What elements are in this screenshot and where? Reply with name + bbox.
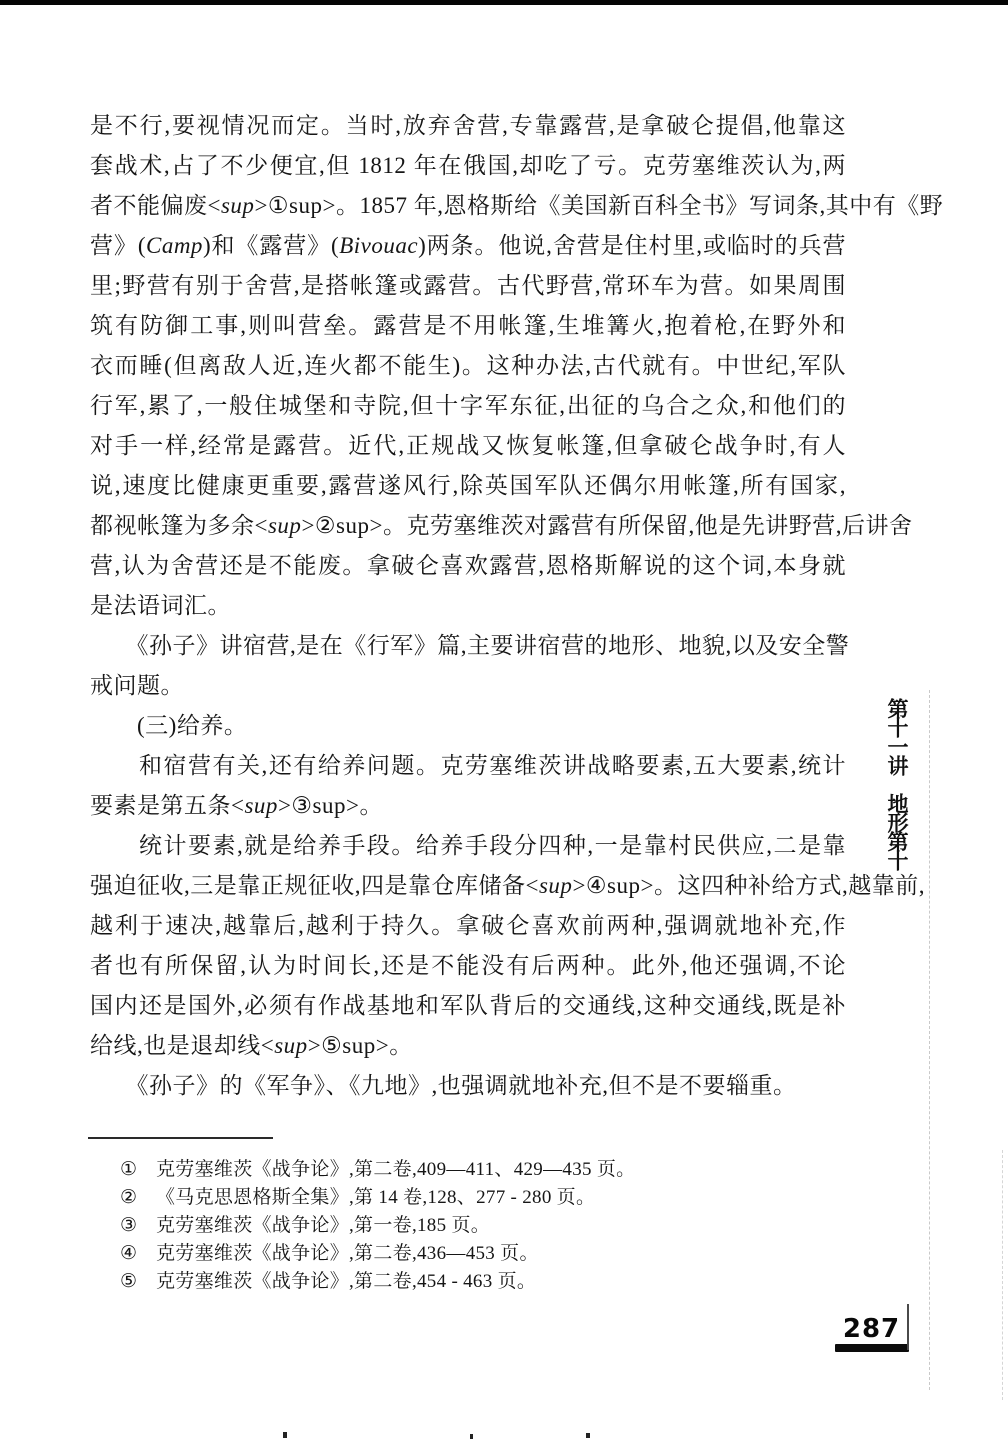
body-text-line: 统计要素,就是给养手段。给养手段分四种,一是靠村民供应,二是靠 [90,833,846,858]
body-text-line: 说,速度比健康更重要,露营遂风行,除英国军队还偶尔用帐篷,所有国家, [90,473,846,498]
footnote-marker: ③ [120,1215,138,1236]
footnote-item [120,1212,820,1240]
chapter-margin-title: 第十一讲 地形第十 [885,698,909,869]
body-text-line: 《孙子》讲宿营,是在《行军》篇,主要讲宿营的地形、地貌,以及安全警 [90,633,850,658]
body-text-line: 衣而睡(但离敌人近,连火都不能生)。这种办法,古代就有。中世纪,军队 [90,353,846,378]
body-text-line: 要素是第五条<sup>③sup>。 [90,793,383,818]
footnote-text: 克劳塞维茨《战争论》,第一卷,185 页。 [156,1215,491,1236]
body-text-line: 越利于速决,越靠后,越利于持久。拿破仑喜欢前两种,强调就地补充,作 [90,913,846,938]
body-text-line: (三)给养。 [90,713,248,738]
scan-artifact [907,1304,909,1350]
page-number: 287 [842,1314,901,1344]
body-text-line: 是法语词汇。 [90,593,231,618]
scan-artifact [470,1434,473,1439]
footnotes [120,1156,820,1296]
scan-artifact [283,1432,287,1438]
body-text-line: 和宿营有关,还有给养问题。克劳塞维茨讲战略要素,五大要素,统计 [90,753,846,778]
footnote-text: 《马克思恩格斯全集》,第 14 卷,128、277 - 280 页。 [156,1187,596,1208]
body-text-line: 都视帐篷为多余<sup>②sup>。克劳塞维茨对露营有所保留,他是先讲野营,后讲舍 [90,513,913,538]
body-text-line: 营》(Camp)和《露营》(Bivouac)两条。他说,舍营是住村里,或临时的兵营 [90,233,846,258]
footnote-marker: ② [120,1187,138,1208]
body-text-line: 者不能偏废<sup>①sup>。1857 年,恩格斯给《美国新百科全书》写词条,其中有《野 [90,193,944,218]
footnote-marker: ① [120,1159,138,1180]
body-text-line: 行军,累了,一般住城堡和寺院,但十字军东征,出征的乌合之众,和他们的 [90,393,846,418]
body-text-line: 国内还是国外,必须有作战基地和军队背后的交通线,这种交通线,既是补 [90,993,846,1018]
footnote-text: 克劳塞维茨《战争论》,第二卷,409—411、429—435 页。 [156,1159,636,1180]
body-text-line: 里;野营有别于舍营,是搭帐篷或露营。古代野营,常环车为营。如果周围 [90,273,846,298]
body-text-line: 是不行,要视情况而定。当时,放弃舍营,专靠露营,是拿破仑提倡,他靠这 [90,113,846,138]
scan-artifact [929,690,930,1390]
footnote-item [120,1156,820,1184]
footnote-item [120,1184,820,1212]
scan-edge-bar [0,0,1008,5]
page-number-rule [835,1344,909,1352]
footnote-marker: ④ [120,1243,138,1264]
footnote-item [120,1268,820,1296]
footnote-item [120,1240,820,1268]
body-text-line: 对手一样,经常是露营。近代,正规战又恢复帐篷,但拿破仑战争时,有人 [90,433,846,458]
footnote-separator [88,1137,273,1139]
scan-artifact [586,1433,590,1438]
body-text-line: 戒问题。 [90,673,184,698]
footnote-text: 克劳塞维茨《战争论》,第二卷,454 - 463 页。 [156,1271,537,1292]
body-text-line: 给线,也是退却线<sup>⑤sup>。 [90,1033,413,1058]
body-text-line: 筑有防御工事,则叫营垒。露营是不用帐篷,生堆篝火,抱着枪,在野外和 [90,313,846,338]
body-text-line: 套战术,占了不少便宜,但 1812 年在俄国,却吃了亏。克劳塞维茨认为,两 [90,153,846,178]
footnote-marker: ⑤ [120,1271,138,1292]
body-text-line: 营,认为舍营还是不能废。拿破仑喜欢露营,恩格斯解说的这个词,本身就 [90,553,846,578]
body-text-line: 《孙子》的《军争》、《九地》,也强调就地补充,但不是不要辎重。 [90,1073,797,1098]
footnote-text: 克劳塞维茨《战争论》,第二卷,436—453 页。 [156,1243,539,1264]
body-text-line: 强迫征收,三是靠正规征收,四是靠仓库储备<sup>④sup>。这四种补给方式,越靠前, [90,873,925,898]
scan-artifact [1002,1150,1003,1400]
body-text-line: 者也有所保留,认为时间长,还是不能没有后两种。此外,他还强调,不论 [90,953,846,978]
